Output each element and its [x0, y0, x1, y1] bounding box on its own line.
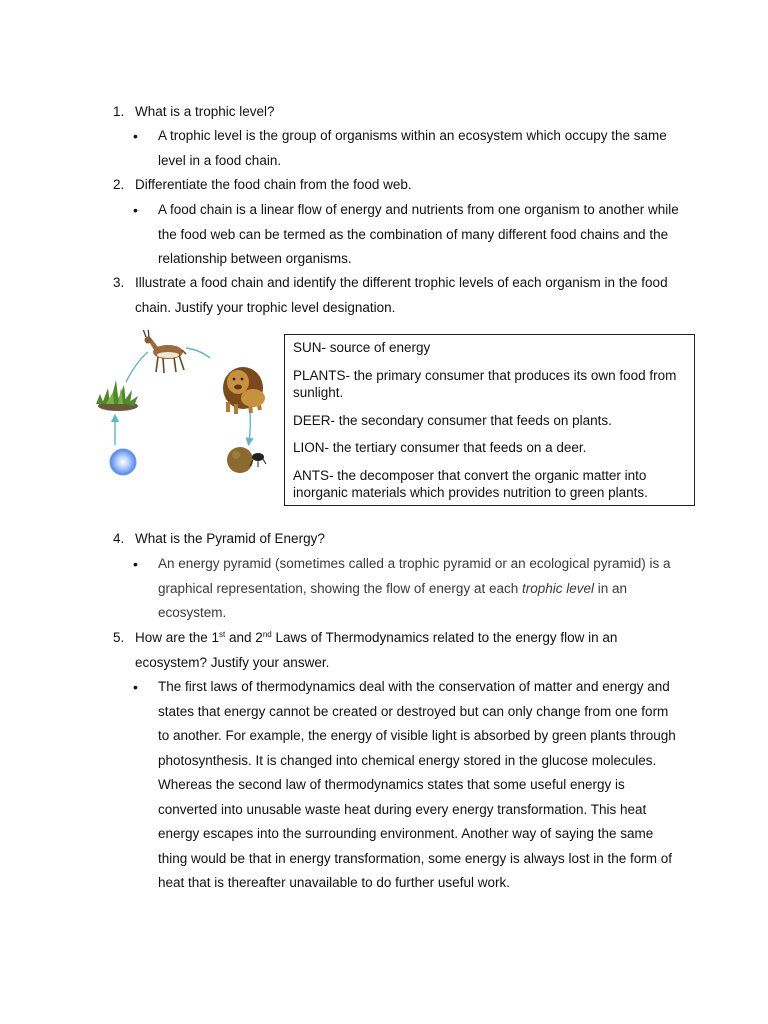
question-number: 5.	[113, 630, 125, 645]
bullet-icon: •	[133, 202, 138, 218]
bullet-icon: •	[133, 679, 138, 695]
answer-2: A food chain is a linear flow of energy and nutrients from one organism to another while the food web can be termed as the combination of many different food chains and the relationship between organisms.	[158, 202, 679, 266]
q5-part-a: How are the 1	[135, 630, 220, 645]
answer-5: The first laws of thermodynamics deal with the conservation of matter and energy and states that energy cannot be created or destroyed but can only change from one form to another. For example, the energy of visible light is absorbed by green plants through photosynthesis. It is changed into chemical energy stored in the glucose molecules. Whereas the second law of thermodynamics states that some useful energy is converted into unusable waste heat during every energy transformation. This heat energy escapes into the surrounding environment. Another way of saying the same thing would be that in energy transformation, some energy is always lost in the form of heat that is thereafter unavailable to do further useful work.	[158, 679, 676, 890]
arrow-plant-to-deer	[126, 352, 148, 382]
q5-part-b: and 2	[225, 630, 263, 645]
lion-icon	[223, 367, 265, 414]
sun-icon	[110, 449, 136, 475]
answer-4-emphasis: trophic level	[521, 580, 595, 596]
grass-icon	[96, 380, 138, 411]
question-text: What is the Pyramid of Energy?	[135, 531, 325, 546]
bullet-icon: •	[133, 556, 138, 572]
question-number: 1.	[113, 104, 125, 119]
q5-part-c: Laws of Thermodynamics related to the energy flow in an ecosystem? Justify your answer.	[135, 630, 618, 670]
dung-beetle-icon	[227, 447, 266, 473]
arrow-deer-to-lion	[186, 348, 210, 358]
question-text: What is a trophic level?	[135, 104, 275, 119]
sun-description: SUN- source of energy	[293, 340, 431, 355]
question-text: Differentiate the food chain from the food web.	[135, 177, 412, 192]
lion-description: LION- the tertiary consumer that feeds on a deer.	[293, 440, 587, 455]
answer-1: A trophic level is the group of organisms within an ecosystem which occupy the same level in a food chain.	[158, 128, 667, 168]
trophic-level-box	[284, 334, 695, 506]
question-text	[135, 626, 680, 675]
answer-4	[158, 552, 683, 626]
bullet-icon: •	[133, 128, 138, 144]
deer-description: DEER- the secondary consumer that feeds on plants.	[293, 412, 612, 428]
question-text: Illustrate a food chain and identify the different trophic levels of each organism in the food chain. Justify your trophic level designation.	[135, 275, 668, 315]
q5-sup-st: st	[219, 630, 226, 639]
question-number: 2.	[113, 177, 125, 192]
answer-4-text-end: in an ecosystem.	[158, 580, 628, 620]
answer-4-text: An energy pyramid (sometimes called a trophic pyramid or an ecological pyramid) is a graphical representation, showing the flow of energy at each	[158, 556, 671, 596]
q5-sup-nd: nd	[262, 630, 272, 639]
ants-description: ANTS- the decomposer that convert the organic matter into inorganic materials which provides nutrition to green plants.	[293, 467, 648, 500]
deer-icon	[143, 330, 186, 373]
food-chain-diagram	[88, 330, 278, 480]
arrow-lion-to-decomposer	[249, 412, 250, 442]
question-number: 4.	[113, 531, 125, 546]
question-number: 3.	[113, 275, 125, 290]
plants-description: PLANTS- the primary consumer that produces its own food from sunlight.	[293, 367, 677, 400]
